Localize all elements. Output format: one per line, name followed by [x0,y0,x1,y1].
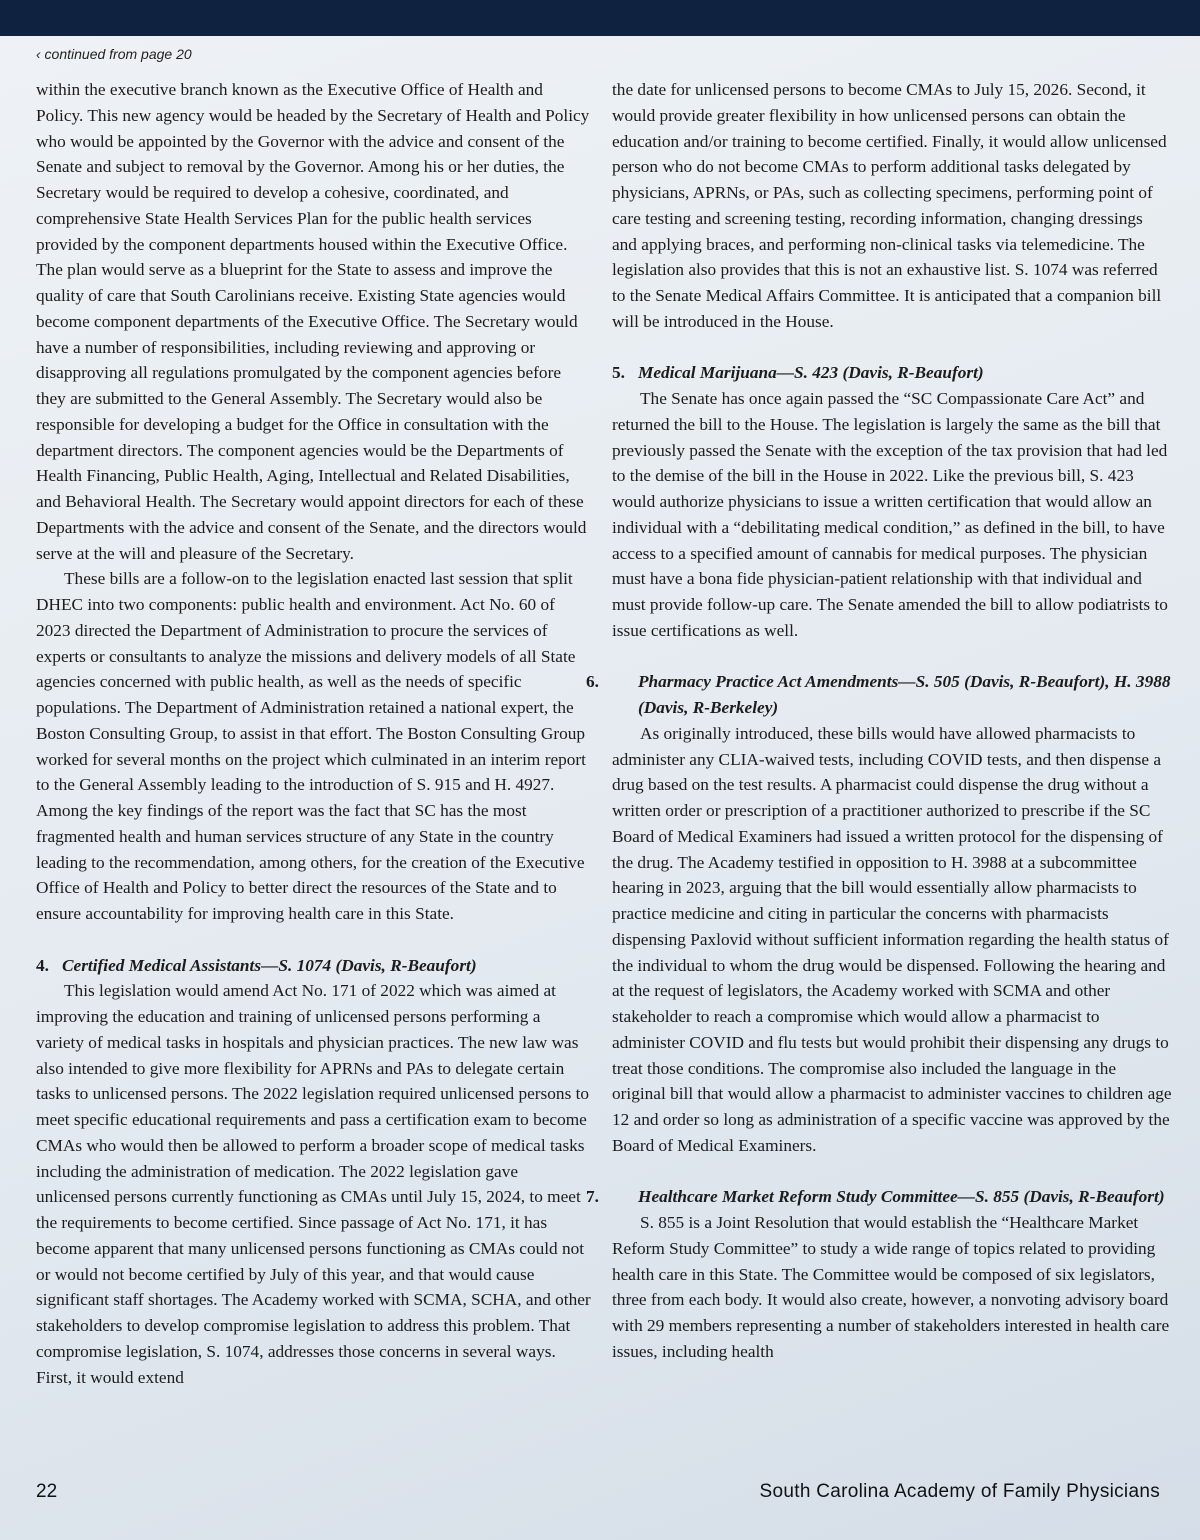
section-4-title: Certified Medical Assistants—S. 1074 (Davis, R-Beaufort) [62,955,477,975]
section-4-heading [36,953,592,979]
section-5-number: 5. [612,363,625,383]
section-6-heading [586,669,1172,721]
section-6-number: 6. [586,672,599,692]
section-7-title: Healthcare Market Reform Study Committee—S. 855 (Davis, R-Beaufort) [638,1187,1165,1207]
section-7-heading [586,1184,1172,1210]
followon-paragraph: These bills are a follow-on to the legislation enacted last session that split DHEC into two components: public health and environment. Act No. 60 of 2023 directed the Department of Administration to procure the services of experts or consultants to analyze the missions and delivery models of all State agencies concerned with public health, as well as the needs of specific populations. The Department of Administration retained a national expert, the Boston Consulting Group, to assist in that effort. The Boston Consulting Group worked for several months on the project which culminated in an interim report to the General Assembly leading to the introduction of S. 915 and H. 4927. Among the key findings of the report was the fact that SC has the most fragmented health and human services structure of any State in the country leading to the recommendation, among others, for the creation of the Executive Office of Health and Policy to better direct the resources of the State and to ensure accountability for improving health care in this State. [36,569,586,923]
right-column [586,77,1172,1365]
top-banner [0,0,1200,36]
continuation-paragraph: the date for unlicensed persons to become CMAs to July 15, 2026. Second, it would provide greater flexibility in how unlicensed persons can obtain the education and/or training to become certified. Finally, it would allow unlicensed person who do not become CMAs to perform additional tasks delegated by physicians, APRNs, or PAs, such as collecting specimens, performing point of care testing and screening testing, recording information, changing dressings and applying braces, and performing non-clinical tasks via telemedicine. The legislation also provides that this is not an exhaustive list. S. 1074 was referred to the Senate Medical Affairs Committee. It is anticipated that a companion bill will be introduced in the House. [612,80,1167,331]
section-4-body: This legislation would amend Act No. 171 of 2022 which was aimed at improving the education and training of unlicensed persons performing a variety of medical tasks in hospitals and physician practices. The new law was also intended to give more flexibility for APRNs and PAs to delegate certain tasks to unlicensed persons. The 2022 legislation required unlicensed persons to meet specific educational requirements and pass a certification exam to become CMAs who would then be allowed to perform a broader scope of medical tasks including the administration of medication. The 2022 legislation gave unlicensed persons currently functioning as CMAs until July 15, 2024, to meet the requirements to become certified. Since passage of Act No. 171, it has become apparent that many unlicensed persons functioning as CMAs could not or would not become certified by July of this year, and that would cause significant staff shortages. The Academy worked with SCMA, SCHA, and other stakeholders to develop compromise legislation to address this problem. That compromise legislation, S. 1074, addresses those concerns in several ways. First, it would extend [36,981,591,1387]
footer-organization: South Carolina Academy of Family Physicians [759,1481,1160,1502]
section-6-title: Pharmacy Practice Act Amendments—S. 505 (Davis, R-Beaufort), H. 3988 (Davis, R-Berkeley) [638,672,1171,717]
intro-paragraph: within the executive branch known as the Executive Office of Health and Policy. This new agency would be headed by the Secretary of Health and Policy who would be appointed by the Governor with the advice and consent of the Senate and subject to removal by the Governor. Among his or her duties, the Secretary would be required to develop a cohesive, coordinated, and comprehensive State Health Services Plan for the public health services provided by the component departments housed within the Executive Office. The plan would serve as a blueprint for the State to assess and improve the quality of care that South Carolinians receive. Existing State agencies would become component departments of the Executive Office. The Secretary would have a number of responsibilities, including reviewing and approving or disapproving all regulations promulgated by the component agencies before they are submitted to the General Assembly. The Secretary would also be responsible for developing a budget for the Office in consultation with the department directors. The component agencies would be the Departments of Health Financing, Public Health, Aging, Intellectual and Related Disabilities, and Behavioral Health. The Secretary would appoint directors for each of these Departments with the advice and consent of the Senate, and the directors would serve at the will and pleasure of the Secretary. [36,80,590,563]
section-7-body: S. 855 is a Joint Resolution that would establish the “Healthcare Market Reform Study Committee” to study a wide range of topics related to providing health care in this State. The Committee would be composed of six legislators, three from each body. It would also create, however, a nonvoting advisory board with 29 members representing a number of stakeholders interested in health care issues, including health [612,1213,1170,1361]
section-5-body: The Senate has once again passed the “SC Compassionate Care Act” and returned the bill to the House. The legislation is largely the same as the bill that previously passed the Senate with the exception of the tax provision that had led to the demise of the bill in the House in 2022. Like the previous bill, S. 423 would authorize physicians to issue a written certification that would allow an individual with a “debilitating medical condition,” as defined in the bill, to have access to a specified amount of cannabis for medical purposes. The physician must have a bona fide physician-patient relationship with that individual and must provide follow-up care. The Senate amended the bill to allow podiatrists to issue certifications as well. [612,389,1168,640]
continued-from-note: ‹ continued from page 20 [36,46,192,62]
left-column [36,77,592,1390]
section-5-title: Medical Marijuana—S. 423 (Davis, R-Beaufort) [638,363,984,383]
page-number: 22 [36,1481,58,1502]
section-7-number: 7. [586,1187,599,1207]
section-6-body: As originally introduced, these bills would have allowed pharmacists to administer any CLIA-waived tests, including COVID tests, and then dispense a drug based on the test results. A pharmacist could dispense the drug without a written order or prescription of a practitioner authorized to prescribe if the SC Board of Medical Examiners had issued a written protocol for the dispensing of the drug. The Academy testified in opposition to H. 3988 at a subcommittee hearing in 2023, arguing that the bill would essentially allow pharmacists to practice medicine and citing in particular the concerns with pharmacists dispensing Paxlovid without sufficient information regarding the health status of the individual to whom the drug would be dispensed. Following the hearing and at the request of legislators, the Academy worked with SCMA and other stakeholder to reach a compromise which would allow a pharmacist to administer COVID and flu tests but would prohibit their dispensing any drugs to treat those conditions. The compromise also included the language in the original bill that would allow a pharmacist to administer vaccines to children age 12 and order so long as administration of a specific vaccine was approved by the Board of Medical Examiners. [612,723,1172,1155]
section-4-number: 4. [36,955,49,975]
section-5-heading [612,360,1172,386]
